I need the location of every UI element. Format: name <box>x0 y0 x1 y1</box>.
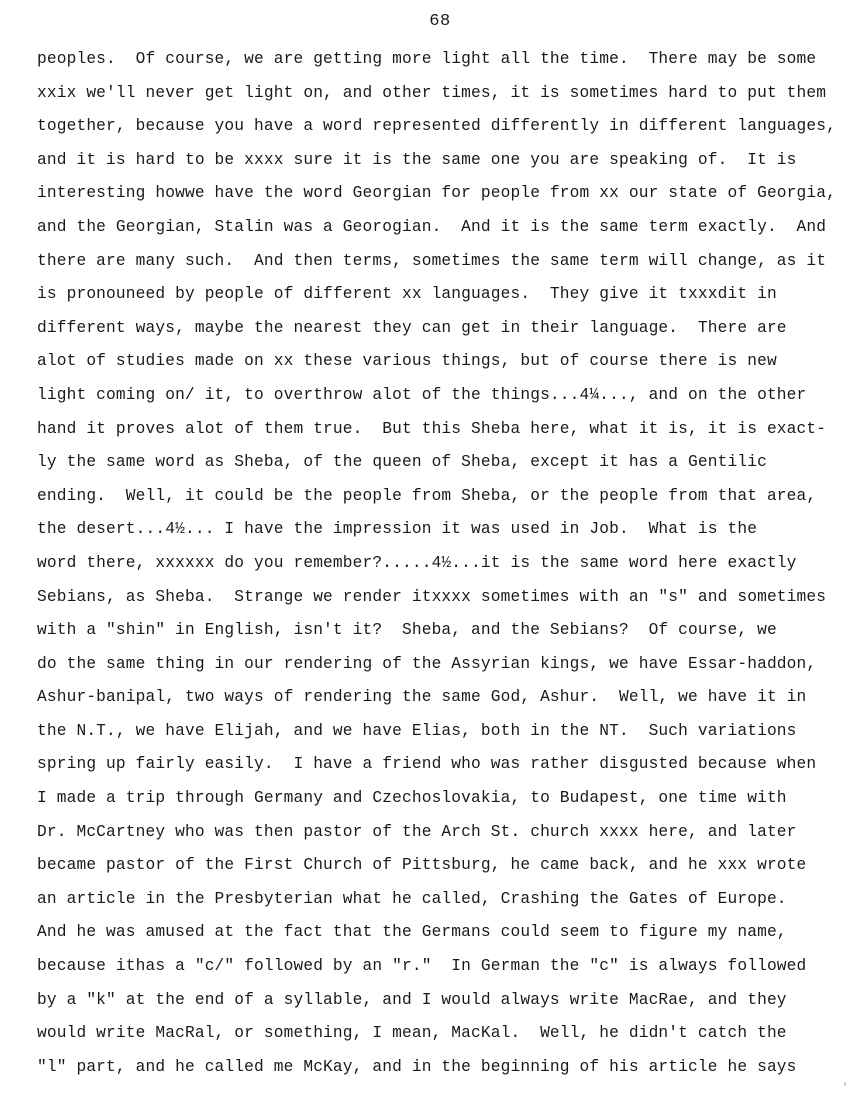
text-line: peoples. Of course, we are getting more light all the time. There may be some <box>37 50 817 68</box>
text-line: by a "k" at the end of a syllable, and I would always write MacRae, and they <box>37 990 787 1009</box>
text-line: is pronouneed by people of different xx languages. They give it txxxdit in <box>37 285 777 304</box>
text-line: "l" part, and he called me McKay, and in the beginning of his article he says <box>37 1057 797 1076</box>
text-line: xxix we'll never get light on, and other times, it is sometimes hard to put them <box>37 83 827 102</box>
text-line: would write MacRal, or something, I mean, MacKal. Well, he didn't catch the <box>37 1024 787 1043</box>
text-line: alot of studies made on xx these various things, but of course there is new <box>37 352 777 371</box>
text-line: there are many such. And then terms, sometimes the same term will change, as it <box>37 251 827 270</box>
text-line: Ashur-banipal, two ways of rendering the same God, Ashur. Well, we have it in <box>37 688 807 707</box>
text-line: with a "shin" in English, isn't it? Sheba, and the Sebians? Of course, we <box>37 621 777 640</box>
text-line: Dr. McCartney who was then pastor of the Arch St. church xxxx here, and later <box>37 822 797 841</box>
text-line: together, because you have a word represented differently in different languages, <box>37 117 836 136</box>
text-line: and it is hard to be xxxx sure it is the same one you are speaking of. It is <box>37 150 797 169</box>
text-line: an article in the Presbyterian what he called, Crashing the Gates of Europe. <box>37 889 787 908</box>
text-line: and the Georgian, Stalin was a Georogian. And it is the same term exactly. And <box>37 217 827 236</box>
typed-transcript-body <box>37 45 849 1086</box>
text-line: ly the same word as Sheba, of the queen of Sheba, except it has a Gentilic <box>37 453 767 472</box>
text-line: light coming on/ it, to overthrow alot of the things...4¼..., and on the other <box>37 385 807 404</box>
text-line: I made a trip through Germany and Czechoslovakia, to Budapest, one time with <box>37 789 787 808</box>
margin-mark: ' <box>841 1083 848 1094</box>
text-line: do the same thing in our rendering of the Assyrian kings, we have Essar-haddon, <box>37 654 817 673</box>
text-line: different ways, maybe the nearest they can get in their language. There are <box>37 318 787 337</box>
text-line: became pastor of the First Church of Pittsburg, he came back, and he xxx wrote <box>37 856 807 875</box>
text-line: interesting howwe have the word Georgian for people from xx our state of Georgia, <box>37 184 836 203</box>
text-line: Sebians, as Sheba. Strange we render itxxxx sometimes with an "s" and sometimes <box>37 587 827 606</box>
text-line: because ithas a "c/" followed by an "r." In German the "c" is always followed <box>37 957 807 976</box>
text-line: hand it proves alot of them true. But this Sheba here, what it is, it is exact- <box>37 419 827 438</box>
text-line: word there, xxxxxx do you remember?.....4½...it is the same word here exactly <box>37 553 797 572</box>
page-number: 68 <box>429 12 451 31</box>
text-line: ending. Well, it could be the people from Sheba, or the people from that area, <box>37 486 817 505</box>
text-line: the desert...4½... I have the impression it was used in Job. What is the <box>37 520 758 539</box>
text-line: spring up fairly easily. I have a friend who was rather disgusted because when <box>37 755 817 774</box>
text-line: And he was amused at the fact that the Germans could seem to figure my name, <box>37 923 787 942</box>
text-line: the N.T., we have Elijah, and we have Elias, both in the NT. Such variations <box>37 721 797 740</box>
